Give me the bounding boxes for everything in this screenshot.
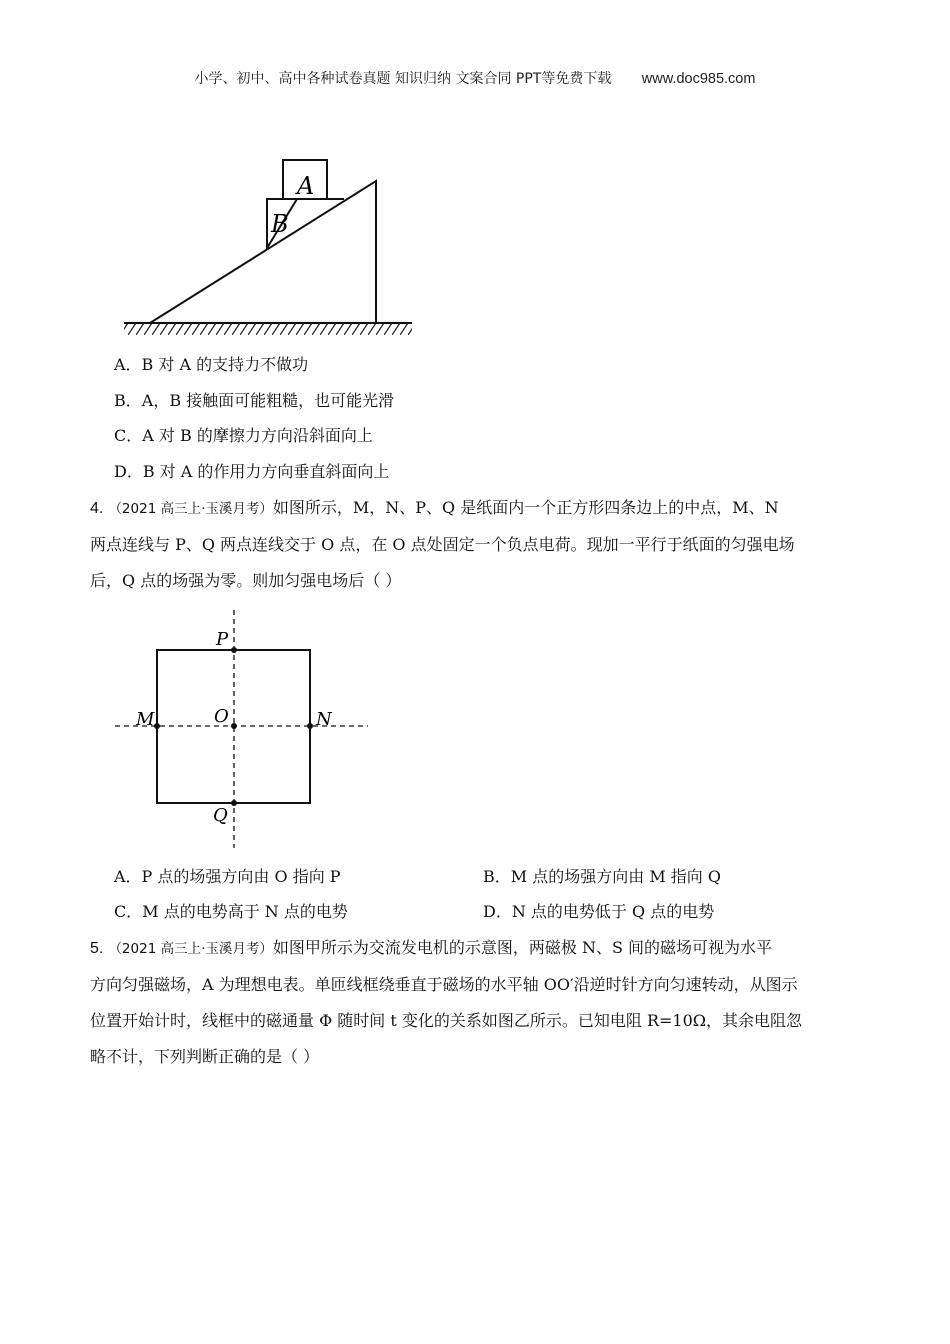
q4-source: （2021 高三上·玉溪月考） xyxy=(108,501,273,517)
label-b: B xyxy=(271,210,289,238)
page-header xyxy=(0,68,950,88)
label-p: P xyxy=(216,629,229,650)
point-p xyxy=(231,647,237,653)
q4-line-2: 两点连线与 P、Q 两点连线交于 O 点，在 O 点处固定一个负点电荷。现加一平行于纸面的匀强电场 xyxy=(90,535,795,554)
label-a: A xyxy=(297,172,315,200)
q5-line-4: 略不计，下列判断正确的是（ ） xyxy=(90,1047,320,1066)
q3-option-b[interactable]: B．A，B 接触面可能粗糙，也可能光滑 xyxy=(114,391,395,410)
header-site-link[interactable]: www.doc985.com xyxy=(641,71,756,87)
point-o xyxy=(231,723,237,729)
question-5 xyxy=(90,930,870,1075)
q5-source: （2021 高三上·玉溪月考） xyxy=(108,941,273,957)
q3-option-c[interactable]: C．A 对 B 的摩擦力方向沿斜面向上 xyxy=(114,426,373,445)
q4-option-c[interactable]: C．M 点的电势高于 N 点的电势 xyxy=(114,902,348,921)
question-4 xyxy=(90,490,870,599)
q3-option-d[interactable]: D．B 对 A 的作用力方向垂直斜面向上 xyxy=(114,462,390,481)
q4-option-a[interactable]: A．P 点的场强方向由 O 指向 P xyxy=(114,867,341,886)
q4-number: 4. xyxy=(90,500,104,517)
q4-line-3: 后，Q 点的场强为零。则加匀强电场后（ ） xyxy=(90,571,402,590)
q5-text-1: 如图甲所示为交流发电机的示意图，两磁极 N、S 间的磁场可视为水平 xyxy=(272,938,773,957)
square-figure xyxy=(110,605,375,855)
ground-hatching xyxy=(124,323,412,335)
incline-wedge xyxy=(150,181,376,323)
label-q: Q xyxy=(213,805,228,826)
q5-line-1 xyxy=(90,930,870,967)
q4-line-1 xyxy=(90,490,870,527)
point-n xyxy=(307,723,313,729)
q4-text-1: 如图所示，M，N、P、Q 是纸面内一个正方形四条边上的中点，M、N xyxy=(272,498,779,517)
q5-line-2: 方向匀强磁场，A 为理想电表。单匝线框绕垂直于磁场的水平轴 OO′沿逆时针方向匀速转动，从图示 xyxy=(90,975,798,994)
point-q xyxy=(231,800,237,806)
point-m xyxy=(154,723,160,729)
label-m: M xyxy=(136,709,155,730)
q5-line-3: 位置开始计时，线框中的磁通量 Φ 随时间 t 变化的关系如图乙所示。已知电阻 R=10Ω，其余电阻忽 xyxy=(90,1011,803,1030)
header-text: 小学、初中、高中各种试卷真题 知识归纳 文案合同 PPT等免费下载 xyxy=(194,71,612,87)
incline-figure xyxy=(120,155,420,340)
q4-option-d[interactable]: D．N 点的电势低于 Q 点的电势 xyxy=(483,902,715,921)
q3-option-a[interactable]: A．B 对 A 的支持力不做功 xyxy=(114,355,309,374)
label-n: N xyxy=(316,709,332,730)
label-o: O xyxy=(214,706,229,727)
q4-option-b[interactable]: B．M 点的场强方向由 M 指向 Q xyxy=(483,867,721,886)
q5-number: 5. xyxy=(90,940,104,957)
